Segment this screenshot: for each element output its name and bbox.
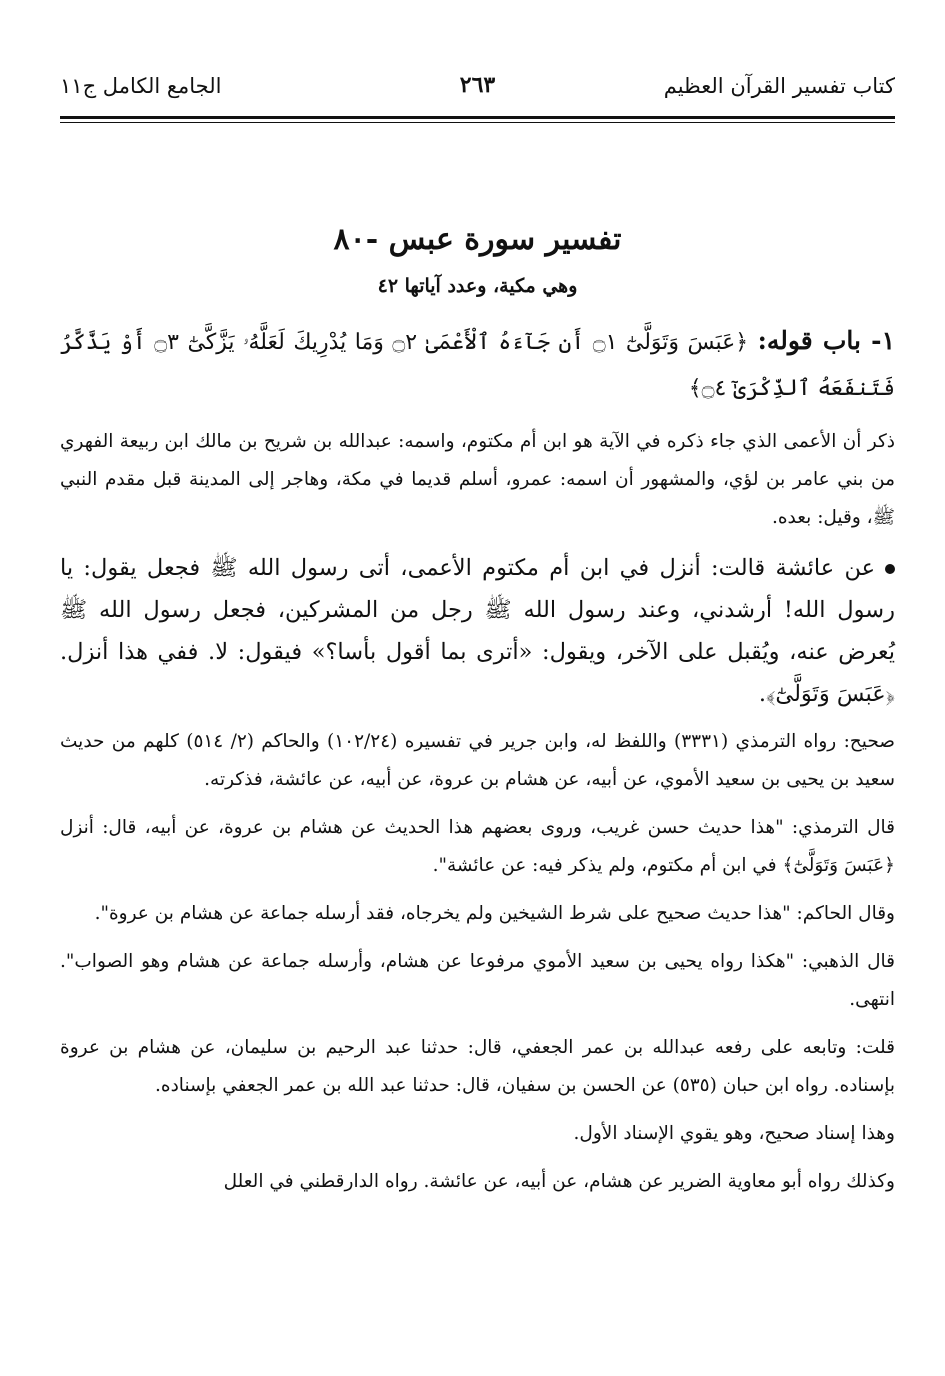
bullet-icon bbox=[885, 564, 895, 574]
page-number: ٢٦٣ bbox=[459, 72, 496, 98]
page-body bbox=[60, 222, 895, 1211]
running-header bbox=[60, 70, 895, 110]
surah-title: تفسير سورة عبس -٨٠ bbox=[333, 222, 622, 257]
hadith-body: عن عائشة قالت: أنزل في ابن أم مكتوم الأعمى، أتى رسول الله ﷺ فجعل يقول: يا رسول الله! أرشدني، وعند رسول الله ﷺ رجل من المشركين، فجعل رسول الله ﷺ يُعرض عنه، ويُقبل على الآخر، ويقول: «أترى بما أقول بأسا؟» فيقول: لا. ففي هذا أنزل. ﴿عَبَسَ وَتَوَلَّىٰٓ﴾. bbox=[60, 555, 895, 707]
grading-paragraph: صحيح: رواه الترمذي (٣٣٣١) واللفظ له، وابن جرير في تفسيره (١٠٢/٢٤) والحاكم (٢/ ٥١٤) كلهم من حديث سعيد بن يحيى بن سعيد الأموي، عن أبيه، عن هشام بن عروة، عن أبيه، عن عائشة، فذكرته. bbox=[60, 731, 895, 790]
chapter-heading bbox=[60, 319, 895, 411]
header-rule-thin bbox=[60, 122, 895, 123]
intro-paragraph: ذكر أن الأعمى الذي جاء ذكره في الآية هو ابن أم مكتوم، واسمه: عبدالله بن شريح بن مالك ابن ربيعة الفهري من بني عامر بن لؤي، والمشهور أن اسمه: عمرو، أسلم قديما في مكة، وهاجر إلى المدينة قبل مقدم النبي ﷺ، وقيل: بعده. bbox=[60, 431, 895, 528]
volume-label: الجامع الكامل ج١١ bbox=[60, 74, 222, 98]
quran-verse: ﴿عَبَسَ وَتَوَلَّىٰٓ ۝١ أَن جَآءَهُ ٱلْأَعْمَىٰ ۝٢ وَمَا يُدْرِيكَ لَعَلَّهُۥ يَزَّكَّىٰٓ ۝٣ أَوْ يَذَّكَّرُ فَتَنفَعَهُ ٱلذِّكْرَىٰٓ ۝٤﴾ bbox=[60, 330, 895, 401]
kadhalika-paragraph: وكذلك رواه أبو معاوية الضرير عن هشام، عن أبيه، عن عائشة. رواه الدارقطني في العلل bbox=[223, 1171, 895, 1192]
header-rule-thick bbox=[60, 116, 895, 119]
hakim-paragraph: وقال الحاكم: "هذا حديث صحيح على شرط الشيخين ولم يخرجاه، فقد أرسله جماعة عن هشام بن عروة". bbox=[94, 903, 895, 924]
tirmidhi-paragraph: قال الترمذي: "هذا حديث حسن غريب، وروى بعضهم هذا الحديث عن هشام بن عروة، عن أبيه، قال: أنزل ﴿عَبَسَ وَتَوَلَّىٰٓ﴾ في ابن أم مكتوم، ولم يذكر فيه: عن عائشة". bbox=[60, 817, 895, 876]
hadith-text bbox=[60, 547, 895, 715]
book-title: كتاب تفسير القرآن العظيم bbox=[663, 74, 895, 98]
chapter-label: ١- باب قوله: bbox=[757, 326, 895, 355]
qultu-paragraph: قلت: وتابعه على رفعه عبدالله بن عمر الجعفي، قال: حدثنا عبد الرحيم بن سليمان، عن هشام بن عروة بإسناده. رواه ابن حبان (٥٣٥) عن الحسن بن سفيان، قال: حدثنا عبد الله بن عمر الجعفي بإسناده. bbox=[60, 1037, 895, 1096]
surah-subtitle: وهي مكية، وعدد آياتها ٤٢ bbox=[377, 275, 578, 297]
isnad-paragraph: وهذا إسناد صحيح، وهو يقوي الإسناد الأول. bbox=[573, 1123, 895, 1144]
dhahabi-paragraph: قال الذهبي: "هكذا رواه يحيى بن سعيد الأموي مرفوعا عن هشام، وأرسله جماعة عن هشام وهو الصواب". انتهى. bbox=[60, 951, 895, 1010]
